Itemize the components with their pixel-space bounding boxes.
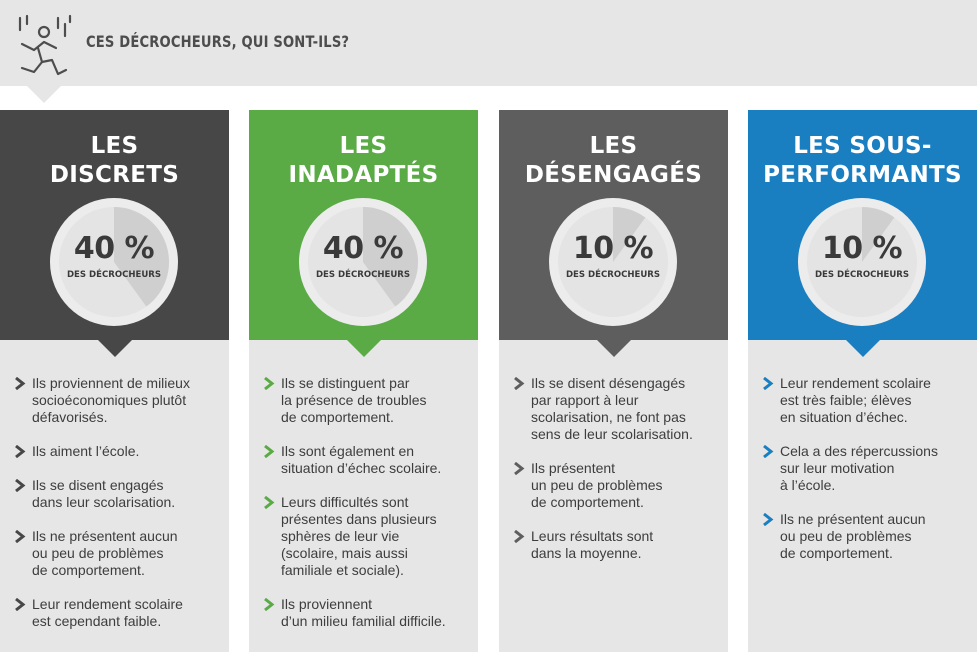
column-title-line: LES SOUS- [793,133,932,159]
chevron-right-icon [762,513,774,526]
percent-value: 10 % [821,231,903,266]
column-pointer [347,340,381,357]
bullet-text: Cela a des répercussions sur leur motivation à l’école. [780,443,938,493]
falling-person-icon [14,14,76,78]
column-title [249,132,478,190]
column-title-line: LES [339,133,388,159]
column-discrets [0,110,229,652]
percent-value: 40 % [322,231,404,266]
chevron-right-icon [263,598,275,611]
bullet-text: Ils se disent désengagés par rapport à leur scolarisation, ne font pas sens de leur scolarisation. [531,375,693,442]
list-item [762,443,972,494]
chevron-right-icon [14,479,26,492]
list-item [513,528,723,562]
bullet-text: Leurs difficultés sont présentes dans plusieurs sphères de leur vie (scolaire, mais aussi familiale et sociale). [281,494,437,578]
list-item [14,375,224,426]
chevron-right-icon [762,377,774,390]
list-item [513,375,723,443]
list-item [263,443,473,477]
header-pointer [27,86,61,103]
column-title-line: LES [90,133,139,159]
bullet-text: Ils ne présentent aucun ou peu de problèmes de comportement. [780,511,926,561]
chevron-right-icon [14,445,26,458]
column-desengages [499,110,728,652]
bullet-text: Ils se disent engagés dans leur scolarisation. [32,477,176,510]
percent-pie [298,197,428,327]
chevron-right-icon [14,530,26,543]
chevron-right-icon [513,377,525,390]
column-pointer [597,340,631,357]
bullet-text: Ils aiment l’école. [32,443,140,459]
bullet-list [762,375,972,579]
percent-caption: DES DÉCROCHEURS [66,270,162,280]
chevron-right-icon [263,445,275,458]
column-header-panel [748,110,977,340]
bullet-text: Leurs résultats sont dans la moyenne. [531,528,654,561]
percent-caption: DES DÉCROCHEURS [315,270,411,280]
list-item [263,375,473,426]
chevron-right-icon [513,462,525,475]
column-header-panel [249,110,478,340]
list-item [14,596,224,630]
bullet-list [14,375,224,647]
list-item [263,596,473,630]
column-title [748,132,977,190]
bullet-list [513,375,723,579]
percent-value: 10 % [572,231,654,266]
bullet-text: Leur rendement scolaire est très faible; élèves en situation d’échec. [780,375,931,425]
bullet-list [263,375,473,647]
column-title-line: DISCRETS [49,162,180,188]
percent-pie [548,197,678,327]
header-banner [0,0,977,86]
column-title-line: PERFORMANTS [763,162,962,188]
column-pointer [846,340,880,357]
column-pointer [98,340,132,357]
percent-caption: DES DÉCROCHEURS [814,270,910,280]
bullet-text: Ils proviennent d’un milieu familial difficile. [281,596,446,629]
list-item [14,443,224,460]
list-item [14,528,224,579]
chevron-right-icon [263,377,275,390]
bullet-text: Ils se distinguent par la présence de troubles de comportement. [281,375,427,425]
column-header-panel [499,110,728,340]
chevron-right-icon [263,496,275,509]
percent-pie [797,197,927,327]
column-sous-performants [748,110,977,652]
bullet-text: Ils sont également en situation d’échec scolaire. [281,443,442,476]
chevron-right-icon [762,445,774,458]
column-title [499,132,728,190]
list-item [263,494,473,579]
percent-caption: DES DÉCROCHEURS [565,270,661,280]
bullet-text: Ils présentent un peu de problèmes de comportement. [531,460,663,510]
chevron-right-icon [14,598,26,611]
header-title: CES DÉCROCHEURS, QUI SONT-ILS? [86,32,350,51]
column-title-line: DÉSENGAGÉS [524,162,703,188]
percent-value: 40 % [73,231,155,266]
list-item [762,375,972,426]
list-item [14,477,224,511]
bullet-text: Ils proviennent de milieux socioéconomiques plutôt défavorisés. [32,375,190,425]
percent-pie [49,197,179,327]
column-inadaptes [249,110,478,652]
bullet-text: Ils ne présentent aucun ou peu de problèmes de comportement. [32,528,178,578]
column-title-line: LES [589,133,638,159]
column-title-line: INADAPTÉS [288,162,439,188]
column-header-panel [0,110,229,340]
list-item [513,460,723,511]
bullet-text: Leur rendement scolaire est cependant faible. [32,596,183,629]
chevron-right-icon [14,377,26,390]
list-item [762,511,972,562]
chevron-right-icon [513,530,525,543]
column-title [0,132,229,190]
